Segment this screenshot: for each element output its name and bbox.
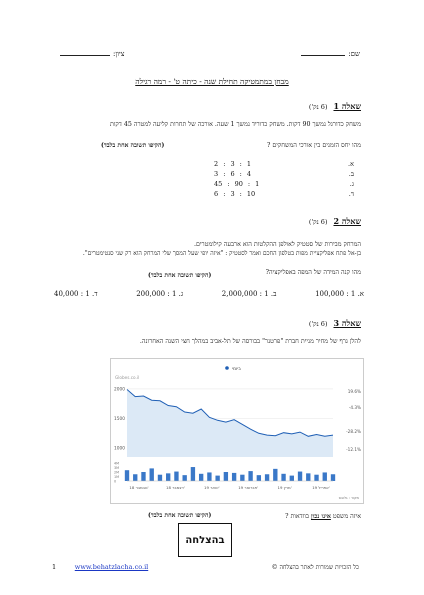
option-value: 1 : 2,000,000 [221, 290, 269, 298]
volume-bar [215, 476, 219, 481]
q2-text-1: המרחק מבירות של סטטיק לאולפן ההקלטות הוא ארבעה קילומטרים. [193, 241, 361, 248]
volume-tick-label: 0 [114, 479, 117, 484]
volume-bar [323, 472, 327, 481]
x-tick-label: מרץ 19' [277, 485, 292, 490]
name-field [301, 50, 360, 58]
volume-bar [158, 475, 162, 481]
site-link[interactable]: www.behatzlacha.co.il [74, 563, 149, 571]
stock-chart-svg [111, 359, 365, 505]
volume-bar [224, 472, 228, 481]
q1-instruction: (הקיפו תשובה אחת בלבד) [101, 142, 165, 149]
option-letter: ג. [349, 180, 354, 188]
q1-option-c[interactable] [214, 179, 354, 189]
volume-bar [240, 475, 244, 481]
volume-bar [273, 469, 277, 481]
volume-tick-label: 3M [114, 466, 120, 470]
q3-heading [309, 318, 361, 328]
option-letter: ג. [178, 290, 184, 298]
q1-option-d[interactable] [214, 189, 354, 199]
volume-bar [141, 472, 145, 481]
chart-source: Globes.co.il [115, 375, 140, 380]
q3-question-pre: איזה משפט [332, 513, 361, 520]
volume-bar [174, 472, 178, 481]
option-value: 45 : 90 : 1 [214, 180, 260, 188]
volume-tick-label: 4M [114, 461, 120, 466]
legend-dot [225, 366, 229, 370]
volume-bar [207, 472, 211, 481]
right-label: -12.1% [346, 447, 361, 452]
q1-points: (6 נק') [308, 103, 328, 111]
name-label: שם: [348, 50, 360, 58]
option-letter: ד. [348, 190, 354, 198]
volume-bar [125, 470, 129, 481]
q3-title: שאלה 3 [333, 318, 361, 328]
x-tick-label: דצמבר 18' [166, 485, 185, 490]
x-tick-label: פברואר 19' [238, 485, 259, 490]
q1-options [214, 159, 354, 199]
volume-bar [199, 474, 203, 481]
volume-bar [248, 471, 252, 481]
q2-points: (6 נק') [308, 218, 328, 226]
chart-footer-note: מקור : גלובס [338, 496, 359, 500]
y-tick-label: 1500 [114, 417, 125, 423]
volume-bar [290, 476, 294, 481]
q3-question-post: בוודאות ? [285, 513, 309, 520]
volume-bar [166, 473, 170, 481]
q2-title: שאלה 2 [333, 216, 361, 226]
q3-points: (6 נק') [308, 320, 328, 328]
option-value: 2 : 3 : 1 [214, 160, 252, 168]
volume-bar [133, 474, 137, 481]
volume-bar [257, 475, 261, 481]
footer-left [52, 563, 148, 571]
volume-bar [150, 468, 154, 481]
x-tick-label: נובמבר 18' [129, 485, 149, 490]
stock-chart [110, 358, 364, 504]
logo: בהצלחה [178, 523, 232, 557]
q1-option-b[interactable] [214, 169, 354, 179]
y-tick-label: 2000 [114, 387, 125, 393]
copyright: כל הזכויות שמורות לאתר בהצלחה © [271, 564, 359, 571]
volume-bar [314, 475, 318, 481]
q2-option-c[interactable] [136, 290, 183, 298]
q2-options [54, 290, 364, 298]
q3-question-bold: אינו נכון [310, 513, 331, 520]
q1-question-row [41, 141, 361, 150]
option-value: 3 : 6 : 4 [214, 170, 252, 178]
volume-bar [191, 467, 195, 481]
q3-instruction: (הקיפו תשובה אחת בלבד) [148, 512, 212, 519]
right-label: 19.6% [347, 389, 361, 394]
right-label: -28.2% [346, 429, 361, 434]
price-area [127, 390, 333, 458]
option-letter: א. [348, 160, 354, 168]
volume-bar [232, 473, 236, 481]
option-value: 1 : 100,000 [315, 290, 356, 298]
q2-text-2: בן-אל פתח אפליקציית מפות בטלפון החכם ואמר לסטטיק : "איזה יופי שעל המסך שלי המרחק הוא רק שני סנטימטרים". [82, 250, 361, 257]
grade-line[interactable] [60, 55, 110, 56]
x-tick-label: ינואר 19' [204, 485, 220, 490]
legend-label: ביומי [232, 367, 241, 372]
x-tick-label: אפריל 19' [312, 485, 330, 490]
q1-text: משחק כדורגל נמשך 90 דקות. משחק כדוריד נמשך 1 שעה. אורכה של תחרות קליעה למטרה 45 דקות [109, 121, 361, 128]
grade-field [60, 50, 124, 58]
page-number: 1 [52, 563, 57, 571]
volume-bar [331, 474, 335, 481]
q2-heading [309, 216, 361, 226]
volume-bar [281, 474, 285, 481]
y-tick-label: 1000 [114, 446, 125, 452]
option-letter: ב. [348, 170, 354, 178]
q2-question: מהו קנה המידה של המפה באפליקציה? [265, 269, 361, 276]
option-value: 1 : 40,000 [54, 290, 90, 298]
page-title: מבחן במתמטיקה תחילת שנה - כיתה ט' - רמה רגילה [135, 77, 289, 86]
option-value: 1 : 200,000 [136, 290, 177, 298]
grade-label: ציון: [113, 50, 125, 58]
q2-instruction: (הקיפו תשובה אחת בלבד) [148, 272, 212, 279]
q2-option-a[interactable] [315, 290, 364, 298]
volume-tick-label: 2M [114, 470, 120, 475]
volume-bar [183, 475, 187, 481]
q1-title: שאלה 1 [333, 101, 361, 111]
volume-bar [306, 473, 310, 481]
option-value: 6 : 3 : 10 [214, 190, 256, 198]
q1-question: מהו יחס הזמנים בין אורכי המשחקים ? [266, 142, 361, 149]
volume-tick-label: 1M [114, 475, 120, 479]
q2-option-d[interactable] [54, 290, 98, 298]
right-label: -4.3% [348, 405, 361, 410]
q2-option-b[interactable] [222, 290, 277, 298]
q1-heading [309, 101, 361, 111]
option-letter: ד. [92, 290, 98, 298]
option-letter: א. [357, 290, 364, 298]
name-line[interactable] [301, 55, 345, 56]
option-letter: ב. [270, 290, 277, 298]
q3-text: להלן גרף של מחיר מניית חברת "פרטנר" בבורסה של תל-אביב במהלך חצי השנה האחרונה. [139, 338, 361, 345]
q1-option-a[interactable] [214, 159, 354, 169]
volume-bar [265, 474, 269, 481]
volume-bar [298, 472, 302, 481]
